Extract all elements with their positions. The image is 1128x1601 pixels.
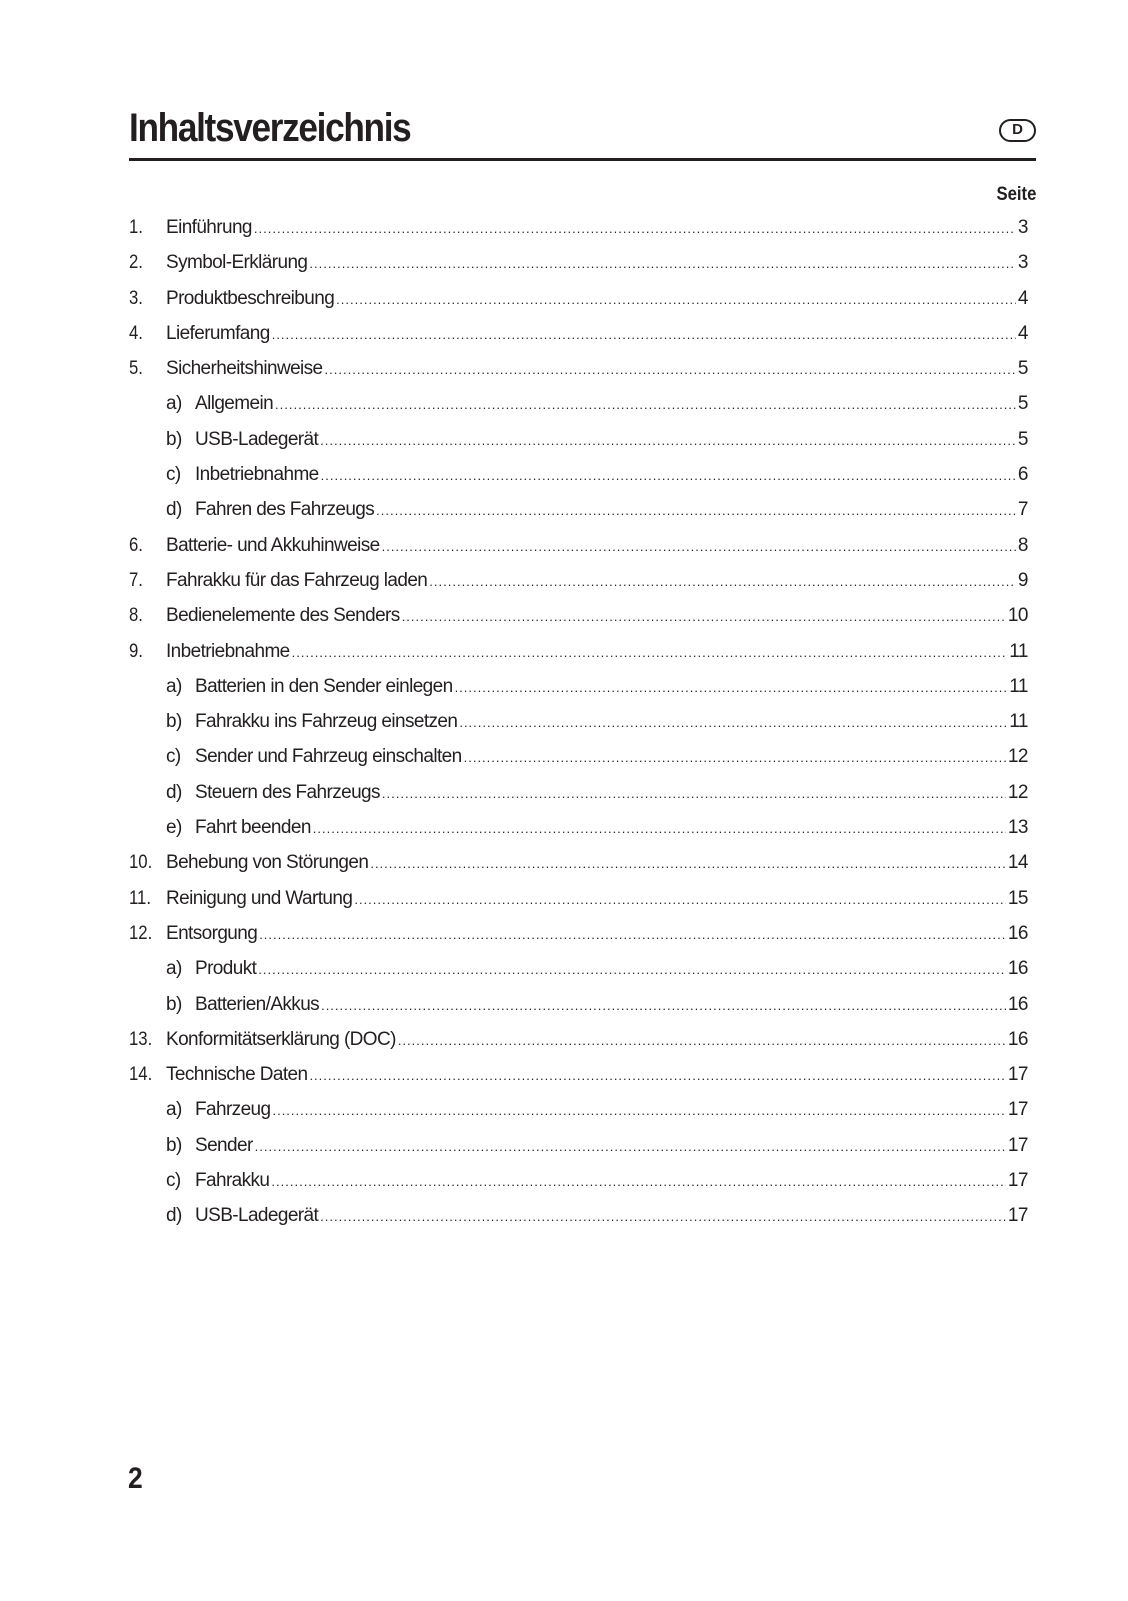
toc-entry-line	[166, 1132, 1028, 1161]
toc-entry[interactable]	[129, 567, 1028, 602]
toc-entry-label	[166, 496, 374, 524]
toc-leader-dots	[455, 674, 1008, 702]
toc-entry-title: Batterien in den Sender einlegen	[195, 675, 453, 697]
toc-entry-number: 5.	[129, 358, 143, 380]
toc-entry-number: 9.	[129, 640, 143, 662]
toc-leader-dots	[398, 1027, 1006, 1055]
toc-entry-line	[166, 1167, 1028, 1196]
toc-entry[interactable]	[129, 532, 1028, 567]
toc-entry-number: 4.	[129, 322, 143, 344]
toc-entry-title: Behebung von Störungen	[166, 852, 369, 874]
toc-entry-number: 1.	[129, 217, 143, 238]
toc-entry-page: 17	[1007, 1170, 1028, 1192]
toc-entry[interactable]	[129, 1026, 1028, 1061]
toc-leader-dots	[321, 992, 1006, 1020]
toc-entry-letter: a)	[166, 393, 182, 415]
toc-entry-title: Fahrakku ins Fahrzeug einsetzen	[195, 711, 458, 733]
toc-entry-title: Entsorgung	[166, 922, 258, 944]
toc-entry-line	[166, 355, 1028, 384]
toc-entry-label	[166, 426, 318, 454]
toc-entry-line	[166, 814, 1028, 843]
toc-entry-line	[166, 991, 1028, 1020]
toc-entry-page: 5	[1017, 428, 1028, 450]
toc-entry-title: Batterie- und Akkuhinweise	[166, 534, 380, 556]
toc-entry-label	[166, 849, 368, 877]
toc-entry-page: 11	[1009, 675, 1028, 697]
toc-entry-line	[166, 743, 1028, 772]
toc-entry-line	[166, 1096, 1028, 1125]
toc-entry-line	[166, 849, 1028, 878]
toc-entry-page: 3	[1017, 252, 1028, 274]
toc-entry-page: 13	[1007, 817, 1028, 839]
toc-entry-letter: a)	[166, 675, 182, 697]
toc-leader-dots	[320, 427, 1016, 455]
toc-leader-dots	[275, 391, 1016, 419]
toc-entry-page: 17	[1007, 1064, 1028, 1086]
toc-entry[interactable]	[129, 496, 1028, 531]
toc-entry-letter: d)	[166, 499, 182, 521]
toc-entry-title: Fahrzeug	[195, 1099, 271, 1121]
toc-entry-number: 11.	[129, 887, 152, 909]
toc-leader-dots	[271, 1168, 1005, 1196]
toc-entry-label	[166, 1167, 269, 1195]
toc-entry-page: 11	[1009, 711, 1028, 733]
toc-entry[interactable]	[129, 1096, 1028, 1131]
toc-entry-line	[166, 567, 1028, 596]
toc-entry-title: Produkt	[195, 958, 257, 980]
toc-entry-number: 13.	[129, 1028, 153, 1050]
toc-entry-line	[166, 708, 1028, 737]
toc-entry-title: Fahrt beenden	[195, 817, 311, 839]
toc-leader-dots	[255, 1133, 1006, 1161]
toc-leader-dots	[292, 639, 1008, 667]
toc-entry-line	[166, 249, 1028, 278]
toc-entry-number: 3.	[129, 287, 143, 309]
toc-entry-letter: d)	[166, 1205, 182, 1227]
toc-entry-letter: c)	[166, 746, 181, 768]
toc-entry-title: Inbetriebnahme	[195, 464, 319, 486]
toc-entry[interactable]	[129, 602, 1028, 637]
toc-entry-label	[166, 885, 352, 913]
toc-entry-title: Sender und Fahrzeug einschalten	[195, 746, 462, 768]
toc-entry-label	[166, 779, 380, 807]
toc-entry-line	[166, 602, 1028, 631]
toc-entry-number: 8.	[129, 605, 143, 627]
toc-entry-line	[166, 1061, 1028, 1090]
toc-entry-letter: b)	[166, 711, 182, 733]
toc-entry[interactable]	[129, 426, 1028, 461]
toc-entry-line	[166, 1026, 1028, 1055]
toc-entry-label	[166, 1132, 253, 1160]
toc-entry-label	[166, 320, 270, 348]
toc-entry-line	[166, 638, 1028, 667]
toc-leader-dots	[459, 709, 1007, 737]
toc-entry-label	[166, 1202, 318, 1230]
toc-entry-label	[166, 708, 457, 736]
toc-entry-label	[166, 955, 256, 983]
toc-leader-dots	[254, 215, 1016, 243]
toc-entry[interactable]	[129, 673, 1028, 708]
toc-entry[interactable]	[129, 461, 1028, 496]
toc-entry-label	[166, 991, 319, 1019]
toc-entry-page: 12	[1007, 746, 1028, 768]
toc-entry-title: Technische Daten	[166, 1064, 308, 1086]
toc-entry-page: 9	[1017, 569, 1028, 591]
toc-entry-title: Steuern des Fahrzeugs	[195, 781, 380, 803]
toc-entry[interactable]	[129, 849, 1028, 884]
toc-entry-page: 14	[1007, 852, 1028, 874]
toc-entry[interactable]	[129, 920, 1028, 955]
toc-leader-dots	[354, 886, 1006, 914]
page-title: Inhaltsverzeichnis	[129, 106, 411, 150]
toc-entry-page: 4	[1017, 322, 1028, 344]
toc-entry-number: 6.	[129, 534, 143, 556]
toc-entry[interactable]	[129, 214, 1028, 249]
toc-entry[interactable]	[129, 1202, 1028, 1237]
toc-entry-line	[166, 426, 1028, 455]
toc-entry-line	[166, 532, 1028, 561]
toc-entry-letter: b)	[166, 993, 182, 1015]
toc-entry[interactable]	[129, 320, 1028, 355]
toc-entry-title: Konformitätserklärung (DOC)	[166, 1028, 396, 1050]
toc-entry-number: 12.	[129, 922, 153, 944]
toc-leader-dots	[272, 321, 1016, 349]
toc-entry-line	[166, 285, 1028, 314]
toc-entry[interactable]	[129, 1167, 1028, 1202]
toc-leader-dots	[370, 850, 1006, 878]
toc-entry-page: 4	[1017, 287, 1028, 309]
toc-leader-dots	[402, 603, 1006, 631]
toc-entry-letter: d)	[166, 781, 182, 803]
toc-entry-title: Allgemein	[195, 393, 274, 415]
language-badge: D	[999, 119, 1036, 142]
toc-entry-label	[166, 920, 257, 948]
toc-entry-label	[166, 461, 319, 489]
toc-entry-line	[166, 779, 1028, 808]
toc-entry-label	[166, 1061, 307, 1089]
toc-entry-letter: b)	[166, 1134, 182, 1156]
toc-leader-dots	[464, 744, 1006, 772]
toc-entry-title: Lieferumfang	[166, 322, 270, 344]
toc-entry-label	[166, 602, 400, 630]
toc-leader-dots	[313, 815, 1006, 843]
page-header	[129, 104, 1036, 161]
toc-entry-letter: b)	[166, 428, 182, 450]
toc-entry-page: 16	[1007, 958, 1028, 980]
toc-entry-letter: a)	[166, 958, 182, 980]
toc-leader-dots	[382, 780, 1006, 808]
toc-entry-letter: c)	[166, 1170, 181, 1192]
toc-entry[interactable]	[129, 1061, 1028, 1096]
toc-entry-line	[166, 390, 1028, 419]
toc-entry-label	[166, 673, 453, 701]
toc-entry-page: 17	[1007, 1099, 1028, 1121]
toc-entry-letter: a)	[166, 1099, 182, 1121]
toc-entry[interactable]	[129, 249, 1028, 284]
toc-entry[interactable]	[129, 814, 1028, 849]
toc-entry-label	[166, 249, 307, 277]
toc-entry[interactable]	[129, 955, 1028, 990]
toc-entry-page: 16	[1007, 993, 1028, 1015]
toc-entry[interactable]	[129, 708, 1028, 743]
toc-leader-dots	[309, 250, 1016, 278]
toc-entry-number: 14.	[129, 1064, 153, 1086]
toc-entry-line	[166, 214, 1028, 243]
toc-entry-page: 5	[1017, 393, 1028, 415]
toc-entry-label	[166, 285, 334, 313]
toc-entry-title: Sicherheitshinweise	[166, 358, 323, 380]
toc-entry-title: Produktbeschreibung	[166, 287, 335, 309]
table-of-contents	[129, 214, 1028, 1238]
toc-leader-dots	[258, 956, 1006, 984]
toc-leader-dots	[309, 1062, 1005, 1090]
toc-entry-page: 12	[1007, 781, 1028, 803]
toc-entry-line	[166, 673, 1028, 702]
toc-entry-label	[166, 743, 462, 771]
toc-entry-number: 7.	[129, 569, 143, 591]
toc-entry-line	[166, 1202, 1028, 1231]
toc-entry-line	[166, 920, 1028, 949]
toc-leader-dots	[325, 356, 1016, 384]
toc-entry[interactable]	[129, 390, 1028, 425]
toc-entry-line	[166, 955, 1028, 984]
toc-entry-line	[166, 885, 1028, 914]
toc-entry-label	[166, 1096, 270, 1124]
toc-entry[interactable]	[129, 1132, 1028, 1167]
toc-entry-page: 8	[1017, 534, 1028, 556]
toc-entry-page: 3	[1017, 217, 1028, 238]
toc-entry-label	[166, 638, 290, 666]
toc-entry-label	[166, 214, 252, 242]
toc-entry-title: USB-Ladegerät	[195, 428, 319, 450]
toc-entry-letter: c)	[166, 464, 181, 486]
toc-entry-title: Sender	[195, 1134, 253, 1156]
toc-leader-dots	[320, 1203, 1006, 1231]
toc-leader-dots	[376, 497, 1016, 525]
toc-entry-page: 6	[1017, 464, 1028, 486]
toc-entry-page: 10	[1007, 605, 1028, 627]
toc-entry[interactable]	[129, 779, 1028, 814]
toc-entry[interactable]	[129, 885, 1028, 920]
toc-entry-page: 17	[1007, 1134, 1028, 1156]
toc-leader-dots	[336, 286, 1016, 314]
toc-entry-label	[166, 567, 427, 595]
toc-entry-page: 16	[1007, 1028, 1028, 1050]
toc-entry-page: 16	[1007, 922, 1028, 944]
page-number: 2	[128, 1462, 143, 1495]
toc-entry-line	[166, 496, 1028, 525]
toc-leader-dots	[321, 462, 1016, 490]
toc-leader-dots	[259, 921, 1006, 949]
toc-entry-title: Symbol-Erklärung	[166, 252, 308, 274]
toc-entry[interactable]	[129, 355, 1028, 390]
toc-entry-label	[166, 355, 323, 383]
toc-entry-title: Batterien/Akkus	[195, 993, 320, 1015]
toc-entry[interactable]	[129, 638, 1028, 673]
toc-entry-page: 7	[1017, 499, 1028, 521]
toc-entry-title: USB-Ladegerät	[195, 1205, 319, 1227]
toc-entry[interactable]	[129, 285, 1028, 320]
toc-entry[interactable]	[129, 743, 1028, 778]
toc-leader-dots	[272, 1097, 1005, 1125]
toc-entry-title: Einführung	[166, 217, 252, 238]
toc-entry-label	[166, 1026, 396, 1054]
toc-entry-page: 17	[1007, 1205, 1028, 1227]
toc-entry-number: 2.	[129, 252, 143, 274]
toc-leader-dots	[382, 533, 1016, 561]
toc-leader-dots	[429, 568, 1016, 596]
toc-entry-number: 10.	[129, 852, 153, 874]
toc-entry-title: Fahrakku	[195, 1170, 270, 1192]
toc-entry-page: 11	[1009, 640, 1028, 662]
toc-entry-page: 5	[1017, 358, 1028, 380]
toc-entry-letter: e)	[166, 817, 182, 839]
toc-entry-title: Fahrakku für das Fahrzeug laden	[166, 569, 428, 591]
toc-entry[interactable]	[129, 991, 1028, 1026]
toc-entry-label	[166, 390, 273, 418]
toc-entry-label	[166, 532, 380, 560]
toc-entry-title: Fahren des Fahrzeugs	[195, 499, 375, 521]
toc-entry-line	[166, 320, 1028, 349]
toc-entry-label	[166, 814, 311, 842]
page-column-header: Seite	[996, 184, 1036, 205]
toc-entry-line	[166, 461, 1028, 490]
toc-entry-title: Bedienelemente des Senders	[166, 605, 400, 627]
toc-entry-title: Inbetriebnahme	[166, 640, 290, 662]
toc-entry-page: 15	[1007, 887, 1028, 909]
toc-entry-title: Reinigung und Wartung	[166, 887, 353, 909]
